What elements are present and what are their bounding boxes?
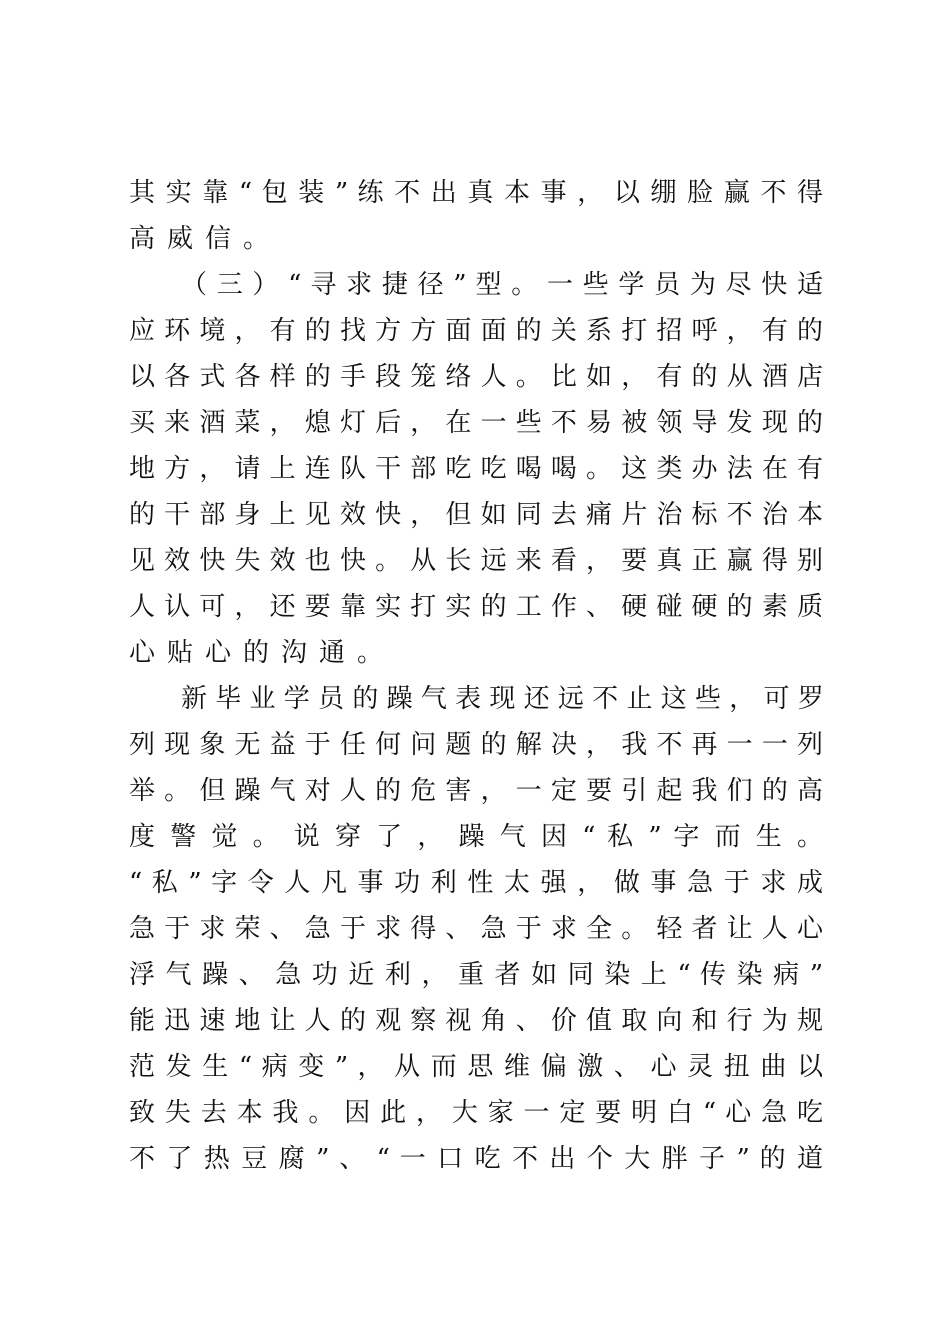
text-line: 列 现 象 无 益 于 任 何 问 题 的 解 决 ， 我 不 再 一 一 列 — [129, 730, 823, 760]
text-line: 地 方 ， 请 上 连 队 干 部 吃 吃 喝 喝 。 这 类 办 法 在 有 — [129, 454, 823, 484]
text-line: 举 。 但 躁 气 对 人 的 危 害 ， 一 定 要 引 起 我 们 的 高 — [129, 776, 823, 806]
text-line: 致 失 去 本 我 。 因 此 ， 大 家 一 定 要 明 白 “ 心 急 吃 — [129, 1098, 823, 1128]
text-line: 应 环 境 ， 有 的 找 方 方 面 面 的 关 系 打 招 呼 ， 有 的 — [129, 316, 823, 346]
text-line: 能 迅 速 地 让 人 的 观 察 视 角 、 价 值 取 向 和 行 为 规 — [129, 1006, 823, 1036]
text-line: 以 各 式 各 样 的 手 段 笼 络 人 。 比 如 ， 有 的 从 酒 店 — [129, 362, 823, 392]
text-line: “ 私 ” 字 令 人 凡 事 功 利 性 太 强 ， 做 事 急 于 求 成 — [129, 868, 823, 898]
body-text — [129, 170, 823, 1182]
text-line: 急 于 求 荣 、 急 于 求 得 、 急 于 求 全 。 轻 者 让 人 心 — [129, 914, 823, 944]
text-line: 心贴心的沟通。 — [129, 638, 396, 668]
text-line: 高威信。 — [129, 224, 282, 254]
text-line: 人 认 可 ， 还 要 靠 实 打 实 的 工 作 、 硬 碰 硬 的 素 质 — [129, 592, 823, 622]
text-line: 范 发 生 “ 病 变 ” ， 从 而 思 维 偏 激 、 心 灵 扭 曲 以 — [129, 1052, 823, 1082]
text-line: 买 来 酒 菜 ， 熄 灯 后 ， 在 一 些 不 易 被 领 导 发 现 的 — [129, 408, 823, 438]
text-line: 浮 气 躁 、 急 功 近 利 ， 重 者 如 同 染 上 “ 传 染 病 ” — [129, 960, 823, 990]
text-line: 见 效 快 失 效 也 快 。 从 长 远 来 看 ， 要 真 正 赢 得 别 — [129, 546, 823, 576]
text-line: 其 实 靠 “ 包 装 ” 练 不 出 真 本 事 ， 以 绷 脸 赢 不 得 — [129, 178, 823, 208]
text-line: 不 了 热 豆 腐 ” 、 “ 一 口 吃 不 出 个 大 胖 子 ” 的 道 — [129, 1144, 823, 1174]
paragraph-first-line: 新 毕 业 学 员 的 躁 气 表 现 还 远 不 止 这 些 ， 可 罗 — [181, 684, 824, 714]
text-line: 的 干 部 身 上 见 效 快 ， 但 如 同 去 痛 片 治 标 不 治 本 — [129, 500, 823, 530]
section-heading-line: （ 三 ） “ 寻 求 捷 径 ” 型 。 一 些 学 员 为 尽 快 适 — [181, 270, 823, 300]
text-line: 度 警 觉 。 说 穿 了 ， 躁 气 因 “ 私 ” 字 而 生 。 — [129, 822, 823, 852]
